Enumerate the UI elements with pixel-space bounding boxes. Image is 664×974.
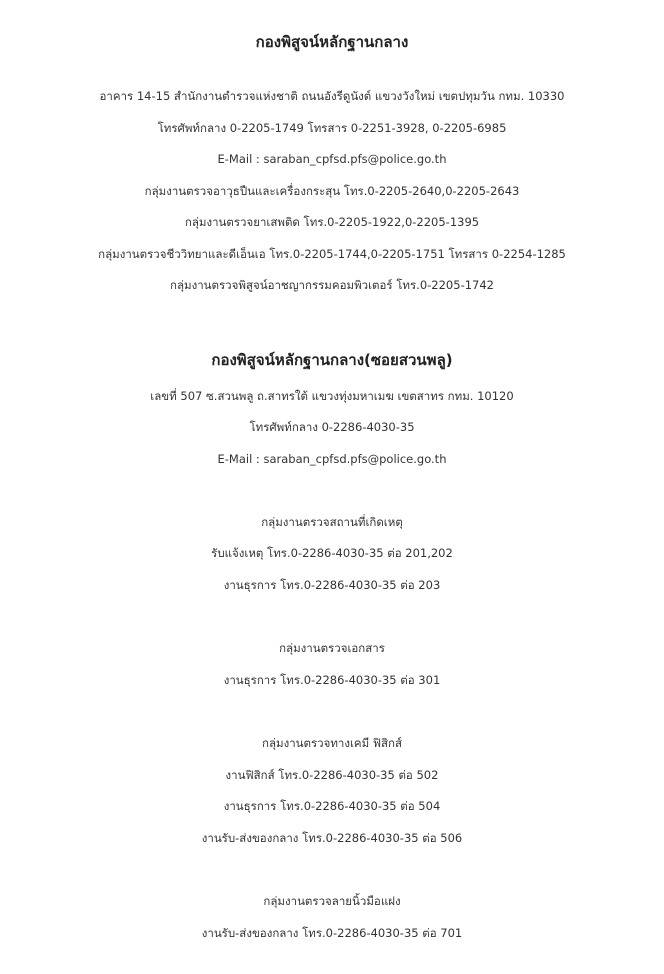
group-fingerprint-line: งานรับ-ส่งของกลาง โทร.0-2286-4030-35 ต่อ 701: [201, 926, 463, 940]
group-chemistry-line: งานฟิสิกส์ โทร.0-2286-4030-35 ต่อ 502: [225, 768, 439, 782]
section1-email[interactable]: E-Mail : saraban_cpfsd.pfs@police.go.th: [217, 152, 447, 166]
section1-unit-firearms: กลุ่มงานตรวจอาวุธปืนและเครื่องกระสุน โทร.0-2205-2640,0-2205-2643: [144, 184, 520, 198]
section2-email[interactable]: E-Mail : saraban_cpfsd.pfs@police.go.th: [217, 452, 447, 466]
section1-unit-dna: กลุ่มงานตรวจชีววิทยาและดีเอ็นเอ โทร.0-2205-1744,0-2205-1751 โทรสาร 0-2254-1285: [98, 247, 566, 261]
section2-title: กองพิสูจน์หลักฐานกลาง(ซอยสวนพลู): [211, 351, 453, 369]
section1-unit-narcotics: กลุ่มงานตรวจยาเสพติด โทร.0-2205-1922,0-2205-1395: [184, 215, 480, 229]
group-chemistry-line: งานธุรการ โทร.0-2286-4030-35 ต่อ 504: [223, 799, 441, 813]
section2-phone: โทรศัพท์กลาง 0-2286-4030-35: [249, 420, 415, 434]
section1-unit-computer: กลุ่มงานตรวจพิสูจน์อาชญากรรมคอมพิวเตอร์ โทร.0-2205-1742: [170, 278, 494, 292]
group-documents-title: กลุ่มงานตรวจเอกสาร: [279, 641, 385, 655]
section1-phone: โทรศัพท์กลาง 0-2205-1749 โทรสาร 0-2251-3928, 0-2205-6985: [157, 121, 507, 135]
section1-address: อาคาร 14-15 สำนักงานตำรวจแห่งชาติ ถนนอังรีดูนังต์ แขวงวังใหม่ เขตปทุมวัน กทม. 10330: [99, 89, 565, 103]
section1-title: กองพิสูจน์หลักฐานกลาง: [255, 33, 409, 51]
group-chemistry-line: งานรับ-ส่งของกลาง โทร.0-2286-4030-35 ต่อ 506: [201, 831, 463, 845]
group-crime-scene-line: งานธุรการ โทร.0-2286-4030-35 ต่อ 203: [223, 578, 441, 592]
group-fingerprint-title: กลุ่มงานตรวจลายนิ้วมือแฝง: [263, 894, 401, 908]
group-crime-scene-title: กลุ่มงานตรวจสถานที่เกิดเหตุ: [261, 515, 403, 529]
section2-address: เลขที่ 507 ซ.สวนพลู ถ.สาทรใต้ แขวงทุ่งมหาเมฆ เขตสาทร กทม. 10120: [150, 389, 514, 403]
group-crime-scene-line: รับแจ้งเหตุ โทร.0-2286-4030-35 ต่อ 201,202: [211, 546, 453, 560]
group-chemistry-title: กลุ่มงานตรวจทางเคมี ฟิสิกส์: [261, 736, 403, 750]
group-documents-line: งานธุรการ โทร.0-2286-4030-35 ต่อ 301: [223, 673, 441, 687]
